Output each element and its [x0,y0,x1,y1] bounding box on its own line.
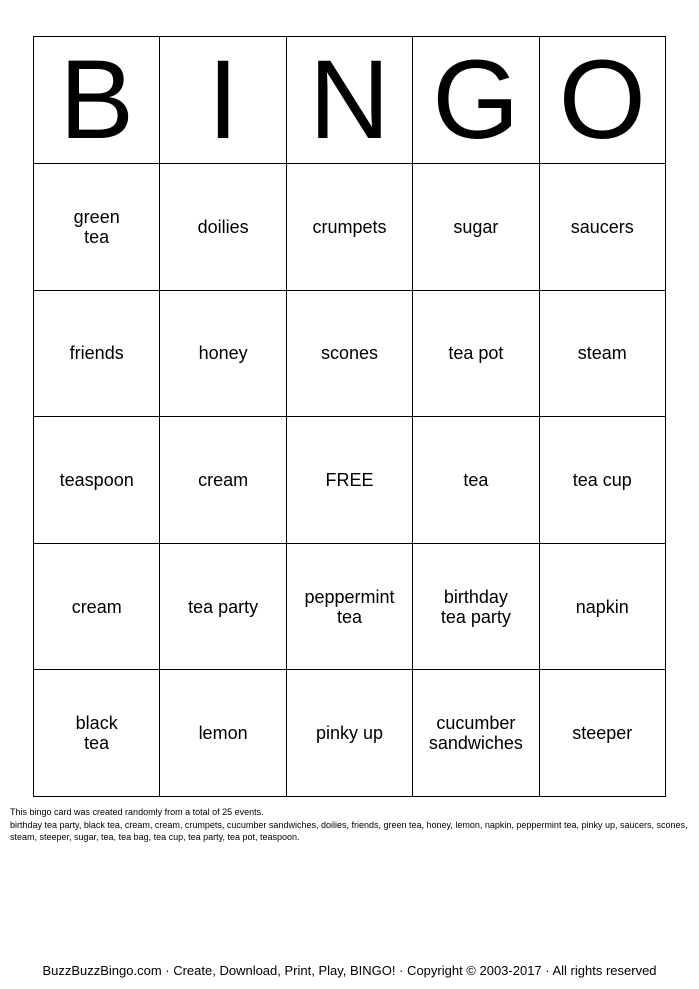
bingo-cell [413,164,539,291]
bingo-cell [160,164,286,291]
event-list: birthday tea party, black tea, cream, cream, crumpets, cucumber sandwiches, doilies, friends, green tea, honey, lemon, napkin, peppermint tea, pinky up, saucers, scones, steam, steeper, sugar, tea, tea bag, tea cup, tea party, tea pot, teaspoon. [10,819,688,842]
cell-label: doilies [197,216,249,237]
bingo-row [34,164,666,291]
cell-label: tea party [188,596,259,617]
bingo-cell [286,543,412,670]
bingo-row [34,417,666,544]
cell-label: honey [198,343,248,364]
cell-label: steeper [572,723,633,744]
cell-label: napkin [575,596,629,617]
bingo-cell [160,290,286,417]
cell-label: tea [463,469,489,490]
bingo-cell [286,164,412,291]
bingo-cell [34,290,160,417]
cell-label: friends [69,343,124,364]
header-letter-g: G [413,37,539,164]
bingo-header-row [34,37,666,164]
bingo-row [34,543,666,670]
bingo-cell [160,543,286,670]
bingo-cell [34,543,160,670]
bingo-cell [286,670,412,797]
bingo-cell [539,543,665,670]
bingo-row [34,290,666,417]
cell-label: teaspoon [59,469,134,490]
cell-label: steam [577,343,627,364]
cell-label: sugar [453,216,499,237]
bingo-cell [413,543,539,670]
card-summary: This bingo card was created randomly from a total of 25 events. [10,807,264,817]
cell-label: black tea [75,713,118,754]
cell-label: saucers [570,216,634,237]
cell-label: scones [320,343,378,364]
bingo-free-cell [286,417,412,544]
header-letter-b: B [34,37,160,164]
bingo-cell [539,670,665,797]
bingo-cell [160,417,286,544]
cell-label: pinky up [315,723,383,744]
free-space-label: FREE [325,469,374,490]
bingo-cell [34,164,160,291]
cell-label: tea pot [448,343,504,364]
bingo-cell [160,670,286,797]
bingo-cell [539,417,665,544]
bingo-row [34,670,666,797]
header-letter-i: I [160,37,286,164]
bingo-cell [413,290,539,417]
cell-label: cream [198,469,249,490]
cell-label: cream [71,596,122,617]
bingo-card [33,36,666,797]
header-letter-n: N [286,37,412,164]
cell-label: lemon [198,723,248,744]
bingo-cell [286,290,412,417]
bingo-cell [413,670,539,797]
cell-label: birthday tea party [440,586,511,627]
bingo-cell [539,290,665,417]
cell-label: tea cup [572,469,632,490]
card-info [10,806,690,844]
bingo-cell [539,164,665,291]
bingo-cell [34,417,160,544]
bingo-cell [34,670,160,797]
cell-label: green tea [73,206,120,247]
page-footer: BuzzBuzzBingo.com · Create, Download, Print, Play, BINGO! · Copyright © 2003-2017 · All rights reserved [42,963,657,978]
cell-label: crumpets [312,216,387,237]
cell-label: cucumber sandwiches [428,713,523,754]
header-letter-o: O [539,37,665,164]
cell-label: peppermint tea [304,586,395,627]
bingo-cell [413,417,539,544]
